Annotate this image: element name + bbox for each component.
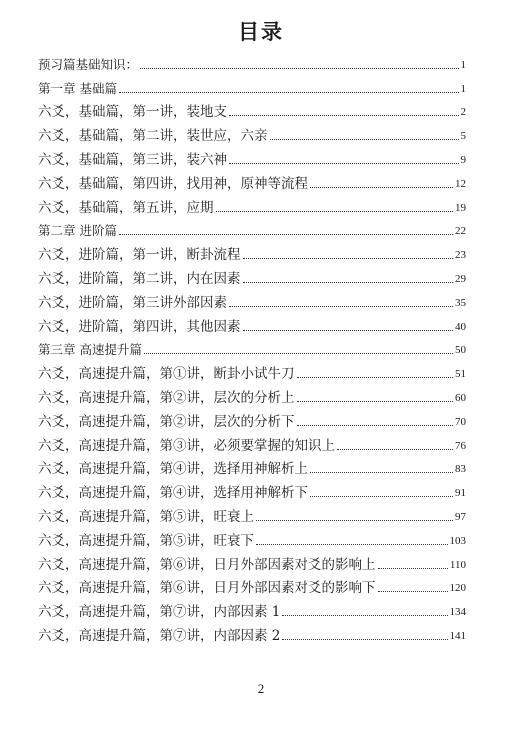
dot-leader xyxy=(119,234,453,235)
toc-entry-page: 70 xyxy=(455,415,466,428)
toc-entry-title: 六爻，进阶篇，第二讲，内在因素 xyxy=(38,270,241,287)
toc-entry-title: 六爻，基础篇，第四讲，找用神，原神等流程 xyxy=(38,175,308,192)
toc-entry-page: 23 xyxy=(455,249,466,262)
toc-entry-title: 第一章 基础篇 xyxy=(38,80,117,96)
toc-entry[interactable] xyxy=(38,169,466,193)
toc-entry[interactable] xyxy=(38,50,466,74)
toc-entry[interactable] xyxy=(38,383,466,407)
toc-entry-page: 5 xyxy=(460,130,466,143)
dot-leader xyxy=(243,258,454,259)
toc-entry-title: 第二章 进阶篇 xyxy=(38,223,117,239)
toc-entry[interactable] xyxy=(38,336,466,360)
dot-leader xyxy=(229,115,459,116)
toc-entry-title: 六爻，高速提升篇，第⑦讲，内部因素 1 xyxy=(38,604,281,621)
dot-leader xyxy=(243,282,454,283)
toc-entry-title: 六爻，进阶篇，第四讲，其他因素 xyxy=(38,318,241,335)
toc-entry[interactable] xyxy=(38,145,466,169)
toc-entry-title: 六爻，高速提升篇，第⑥讲，日月外部因素对爻的影响上 xyxy=(38,556,376,573)
dot-leader xyxy=(229,163,459,164)
toc-entry[interactable] xyxy=(38,526,466,550)
toc-entry-title: 六爻，高速提升篇，第⑦讲，内部因素 2 xyxy=(38,627,281,644)
toc-entry[interactable] xyxy=(38,359,466,383)
page-title: 目录 xyxy=(238,20,284,44)
table-of-contents xyxy=(38,50,466,645)
dot-leader xyxy=(282,639,447,640)
toc-entry-title: 六爻，高速提升篇，第②讲，层次的分析下 xyxy=(38,413,295,430)
dot-leader xyxy=(140,68,458,69)
toc-entry-page: 141 xyxy=(449,629,466,642)
dot-leader xyxy=(243,330,454,331)
toc-entry[interactable] xyxy=(38,502,466,526)
toc-entry-title: 六爻，高速提升篇，第③讲，必须要掌握的知识上 xyxy=(38,437,335,454)
dot-leader xyxy=(378,591,448,592)
toc-entry-title: 六爻，进阶篇，第一讲，断卦流程 xyxy=(38,247,241,264)
toc-entry-page: 103 xyxy=(449,534,466,547)
toc-entry[interactable] xyxy=(38,407,466,431)
toc-entry-page: 50 xyxy=(455,344,466,357)
toc-entry-page: 120 xyxy=(449,582,466,595)
dot-leader xyxy=(216,211,454,212)
toc-entry-title: 六爻，基础篇，第五讲，应期 xyxy=(38,199,214,216)
toc-entry-page: 60 xyxy=(455,391,466,404)
toc-entry[interactable] xyxy=(38,550,466,574)
toc-entry-page: 2 xyxy=(460,106,466,119)
toc-entry-title: 六爻，高速提升篇，第②讲，层次的分析上 xyxy=(38,389,295,406)
toc-entry-title: 六爻，高速提升篇，第①讲，断卦小试牛刀 xyxy=(38,366,295,383)
dot-leader xyxy=(229,306,453,307)
dot-leader xyxy=(270,139,459,140)
dot-leader xyxy=(310,472,453,473)
dot-leader xyxy=(297,377,454,378)
dot-leader xyxy=(297,425,454,426)
toc-entry-title: 六爻，高速提升篇，第④讲，选择用神解析上 xyxy=(38,461,308,478)
toc-entry-page: 1 xyxy=(460,82,466,95)
toc-entry-title: 六爻，基础篇，第三讲，装六神 xyxy=(38,151,227,168)
dot-leader xyxy=(119,92,459,93)
toc-entry[interactable] xyxy=(38,312,466,336)
toc-entry[interactable] xyxy=(38,574,466,598)
toc-entry-title: 六爻，高速提升篇，第④讲，选择用神解析下 xyxy=(38,485,308,502)
dot-leader xyxy=(310,187,453,188)
dot-leader xyxy=(256,544,448,545)
toc-entry-page: 134 xyxy=(449,606,466,619)
toc-entry-page: 1 xyxy=(460,58,466,71)
toc-entry-page: 19 xyxy=(455,201,466,214)
toc-entry-title: 六爻，高速提升篇，第⑥讲，日月外部因素对爻的影响下 xyxy=(38,580,376,597)
toc-entry[interactable] xyxy=(38,98,466,122)
page-number: 2 xyxy=(257,681,265,696)
toc-entry-title: 六爻，高速提升篇，第⑤讲，旺衰上 xyxy=(38,508,254,525)
toc-entry[interactable] xyxy=(38,431,466,455)
dot-leader xyxy=(256,520,453,521)
toc-entry-title: 预习篇基础知识： xyxy=(38,56,139,72)
dot-leader xyxy=(144,353,453,354)
dot-leader xyxy=(310,496,453,497)
toc-entry-page: 35 xyxy=(455,296,466,309)
toc-entry[interactable] xyxy=(38,217,466,241)
toc-entry[interactable] xyxy=(38,74,466,98)
toc-entry-page: 91 xyxy=(455,487,466,500)
toc-entry-title: 六爻，基础篇，第一讲，装地支 xyxy=(38,104,227,121)
toc-entry[interactable] xyxy=(38,478,466,502)
toc-entry[interactable] xyxy=(38,264,466,288)
toc-entry-page: 40 xyxy=(455,320,466,333)
dot-leader xyxy=(378,568,448,569)
toc-entry-page: 12 xyxy=(455,177,466,190)
toc-entry-title: 六爻，高速提升篇，第⑤讲，旺衰下 xyxy=(38,532,254,549)
toc-entry-page: 22 xyxy=(455,225,466,238)
toc-entry[interactable] xyxy=(38,597,466,621)
toc-entry[interactable] xyxy=(38,455,466,479)
dot-leader xyxy=(282,615,447,616)
toc-entry-page: 76 xyxy=(455,439,466,452)
toc-entry-page: 83 xyxy=(455,463,466,476)
toc-entry[interactable] xyxy=(38,121,466,145)
dot-leader xyxy=(337,449,453,450)
toc-entry-page: 110 xyxy=(449,558,466,571)
toc-entry-page: 51 xyxy=(455,368,466,381)
toc-entry[interactable] xyxy=(38,193,466,217)
toc-entry-page: 9 xyxy=(460,153,466,166)
toc-entry[interactable] xyxy=(38,621,466,645)
toc-entry-title: 六爻，基础篇，第二讲，装世应，六亲 xyxy=(38,128,268,145)
toc-entry-title: 六爻，进阶篇，第三讲外部因素 xyxy=(38,294,227,311)
toc-entry-page: 97 xyxy=(455,510,466,523)
toc-entry[interactable] xyxy=(38,288,466,312)
toc-entry-title: 第三章 高速提升篇 xyxy=(38,342,142,358)
dot-leader xyxy=(297,401,454,402)
toc-entry-page: 29 xyxy=(455,272,466,285)
toc-entry[interactable] xyxy=(38,240,466,264)
